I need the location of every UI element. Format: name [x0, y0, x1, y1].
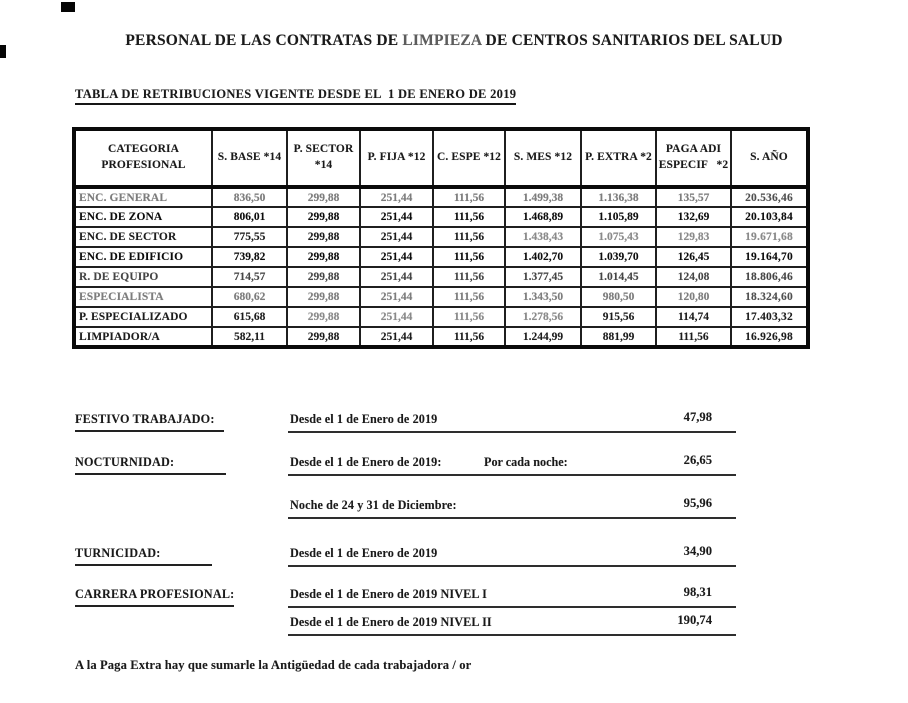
title-segment: LIMPIEZA: [402, 32, 482, 49]
salary-cell: 299,88: [287, 267, 360, 287]
header-line: PAGA ADI: [665, 143, 722, 156]
salary-cell: 1.014,45: [581, 267, 656, 287]
salary-cell: 806,01: [212, 207, 287, 227]
salary-cell: 17.403,32: [731, 307, 808, 327]
allowance-row-nochebuena: [0, 498, 908, 524]
allowance-label: FESTIVO TRABAJADO:: [75, 412, 224, 432]
salary-cell: 1.499,38: [505, 187, 581, 207]
table-header-row: [74, 129, 808, 187]
salary-cell: 111,56: [433, 247, 505, 267]
salary-cell: 18.806,46: [731, 267, 808, 287]
salary-cell: 111,56: [656, 327, 731, 347]
salary-table: [72, 127, 810, 349]
allowance-period: Desde el 1 de Enero de 2019:: [290, 455, 442, 469]
allowance-extra: Por cada noche:: [484, 455, 568, 469]
salary-cell: 129,83: [656, 227, 731, 247]
category-cell: ENC. DE ZONA: [74, 207, 212, 227]
header-line: S. BASE *14: [217, 151, 282, 164]
category-cell: ESPECIALISTA: [74, 287, 212, 307]
header-line: PROFESIONAL: [101, 159, 186, 171]
header-line: P. EXTRA *2: [585, 151, 652, 164]
allowance-value: 190,74: [677, 613, 712, 627]
header-line: C. ESPE *12: [436, 151, 502, 164]
category-cell: ENC. DE EDIFICIO: [74, 247, 212, 267]
table-row: [74, 327, 808, 347]
salary-cell: 1.039,70: [581, 247, 656, 267]
allowance-row-nocturnidad: [0, 455, 908, 481]
table-row: [74, 287, 808, 307]
header-line: *14: [314, 159, 333, 171]
salary-cell: 251,44: [360, 307, 433, 327]
table-row: [74, 267, 808, 287]
allowance-period: Desde el 1 de Enero de 2019: [290, 412, 438, 426]
allowance-label: TURNICIDAD:: [75, 546, 212, 566]
allowance-row-carrera-nivel2: [0, 615, 908, 641]
salary-cell: 251,44: [360, 227, 433, 247]
document-title: [0, 32, 908, 50]
salary-cell: 111,56: [433, 327, 505, 347]
category-cell: ENC. GENERAL: [74, 187, 212, 207]
salary-cell: 111,56: [433, 287, 505, 307]
salary-cell: 251,44: [360, 287, 433, 307]
salary-cell: 836,50: [212, 187, 287, 207]
salary-cell: 111,56: [433, 187, 505, 207]
salary-cell: 615,68: [212, 307, 287, 327]
salary-cell: 299,88: [287, 207, 360, 227]
salary-cell: 299,88: [287, 247, 360, 267]
header-line: ESPECIF *2: [658, 159, 729, 171]
title-segment: DE CENTROS SANITARIOS DEL SALUD: [481, 32, 783, 49]
salary-cell: 582,11: [212, 327, 287, 347]
allowance-row-turnicidad: [0, 546, 908, 572]
salary-cell: 881,99: [581, 327, 656, 347]
salary-cell: 20.536,46: [731, 187, 808, 207]
category-cell: LIMPIADOR/A: [74, 327, 212, 347]
allowance-value: 98,31: [683, 585, 712, 599]
allowance-value: 26,65: [683, 453, 712, 467]
table-row: [74, 307, 808, 327]
allowance-period: Noche de 24 y 31 de Diciembre:: [290, 498, 457, 512]
table-row: [74, 207, 808, 227]
underline-rule: [288, 606, 736, 608]
salary-cell: 251,44: [360, 327, 433, 347]
column-header-p-extra: [581, 129, 656, 187]
allowance-value: 95,96: [683, 496, 712, 510]
salary-cell: 114,74: [656, 307, 731, 327]
salary-cell: 251,44: [360, 207, 433, 227]
salary-cell: 299,88: [287, 187, 360, 207]
salary-cell: 120,80: [656, 287, 731, 307]
salary-cell: 915,56: [581, 307, 656, 327]
salary-cell: 135,57: [656, 187, 731, 207]
salary-cell: 132,69: [656, 207, 731, 227]
column-header-c-espe: [433, 129, 505, 187]
allowance-row-festivo: [0, 412, 908, 438]
salary-cell: 1.278,56: [505, 307, 581, 327]
allowance-value: 47,98: [683, 410, 712, 424]
underline-rule: [288, 517, 736, 519]
column-header-p-fija: [360, 129, 433, 187]
salary-cell: 714,57: [212, 267, 287, 287]
footnote: A la Paga Extra hay que sumarle la Antigüedad de cada trabajadora / or: [75, 658, 472, 672]
salary-cell: 299,88: [287, 307, 360, 327]
salary-cell: 680,62: [212, 287, 287, 307]
column-header-p-sector: [287, 129, 360, 187]
salary-cell: 1.468,89: [505, 207, 581, 227]
salary-cell: 111,56: [433, 227, 505, 247]
allowance-label: NOCTURNIDAD:: [75, 455, 226, 475]
title-segment: PERSONAL DE LAS CONTRATAS DE: [125, 32, 403, 49]
table-row: [74, 187, 808, 207]
allowance-label: CARRERA PROFESIONAL:: [75, 587, 234, 607]
table-row: [74, 247, 808, 267]
salary-cell: 19.164,70: [731, 247, 808, 267]
allowance-value: 34,90: [683, 544, 712, 558]
salary-cell: 124,08: [656, 267, 731, 287]
table-row: [74, 227, 808, 247]
column-header-s-base: [212, 129, 287, 187]
salary-cell: 19.671,68: [731, 227, 808, 247]
salary-cell: 299,88: [287, 227, 360, 247]
allowance-period: Desde el 1 de Enero de 2019 NIVEL I: [290, 587, 487, 601]
column-header-categoria: [74, 129, 212, 187]
salary-cell: 299,88: [287, 287, 360, 307]
allowance-row-carrera-nivel1: [0, 587, 908, 613]
scan-artifact-icon: [61, 2, 75, 12]
column-header-s-mes: [505, 129, 581, 187]
allowance-period: Desde el 1 de Enero de 2019: [290, 546, 438, 560]
category-cell: R. DE EQUIPO: [74, 267, 212, 287]
salary-cell: 18.324,60: [731, 287, 808, 307]
allowance-period: Desde el 1 de Enero de 2019 NIVEL II: [290, 615, 492, 629]
column-header-s-ano: [731, 129, 808, 187]
underline-rule: [288, 565, 736, 567]
header-line: S. MES *12: [513, 151, 573, 164]
header-line: S. AÑO: [750, 151, 788, 164]
salary-cell: 111,56: [433, 267, 505, 287]
salary-cell: 1.377,45: [505, 267, 581, 287]
salary-cell: 1.075,43: [581, 227, 656, 247]
salary-cell: 126,45: [656, 247, 731, 267]
salary-cell: 1.402,70: [505, 247, 581, 267]
salary-cell: 739,82: [212, 247, 287, 267]
salary-cell: 980,50: [581, 287, 656, 307]
salary-cell: 1.244,99: [505, 327, 581, 347]
salary-cell: 251,44: [360, 267, 433, 287]
salary-cell: 16.926,98: [731, 327, 808, 347]
category-cell: ENC. DE SECTOR: [74, 227, 212, 247]
salary-cell: 1.343,50: [505, 287, 581, 307]
category-cell: P. ESPECIALIZADO: [74, 307, 212, 327]
salary-cell: 299,88: [287, 327, 360, 347]
salary-cell: 20.103,84: [731, 207, 808, 227]
header-line: P. SECTOR: [293, 143, 354, 156]
salary-cell: 251,44: [360, 247, 433, 267]
table-caption: TABLA DE RETRIBUCIONES VIGENTE DESDE EL 1 DE ENERO DE 2019: [75, 87, 516, 105]
underline-rule: [288, 474, 736, 476]
salary-cell: 111,56: [433, 307, 505, 327]
column-header-paga-adi: [656, 129, 731, 187]
salary-cell: 111,56: [433, 207, 505, 227]
header-line: P. FIJA *12: [367, 151, 426, 164]
underline-rule: [288, 634, 736, 636]
salary-cell: 775,55: [212, 227, 287, 247]
salary-cell: 1.105,89: [581, 207, 656, 227]
underline-rule: [288, 431, 736, 433]
salary-cell: 251,44: [360, 187, 433, 207]
header-line: CATEGORIA: [108, 143, 179, 156]
salary-cell: 1.136,38: [581, 187, 656, 207]
salary-cell: 1.438,43: [505, 227, 581, 247]
